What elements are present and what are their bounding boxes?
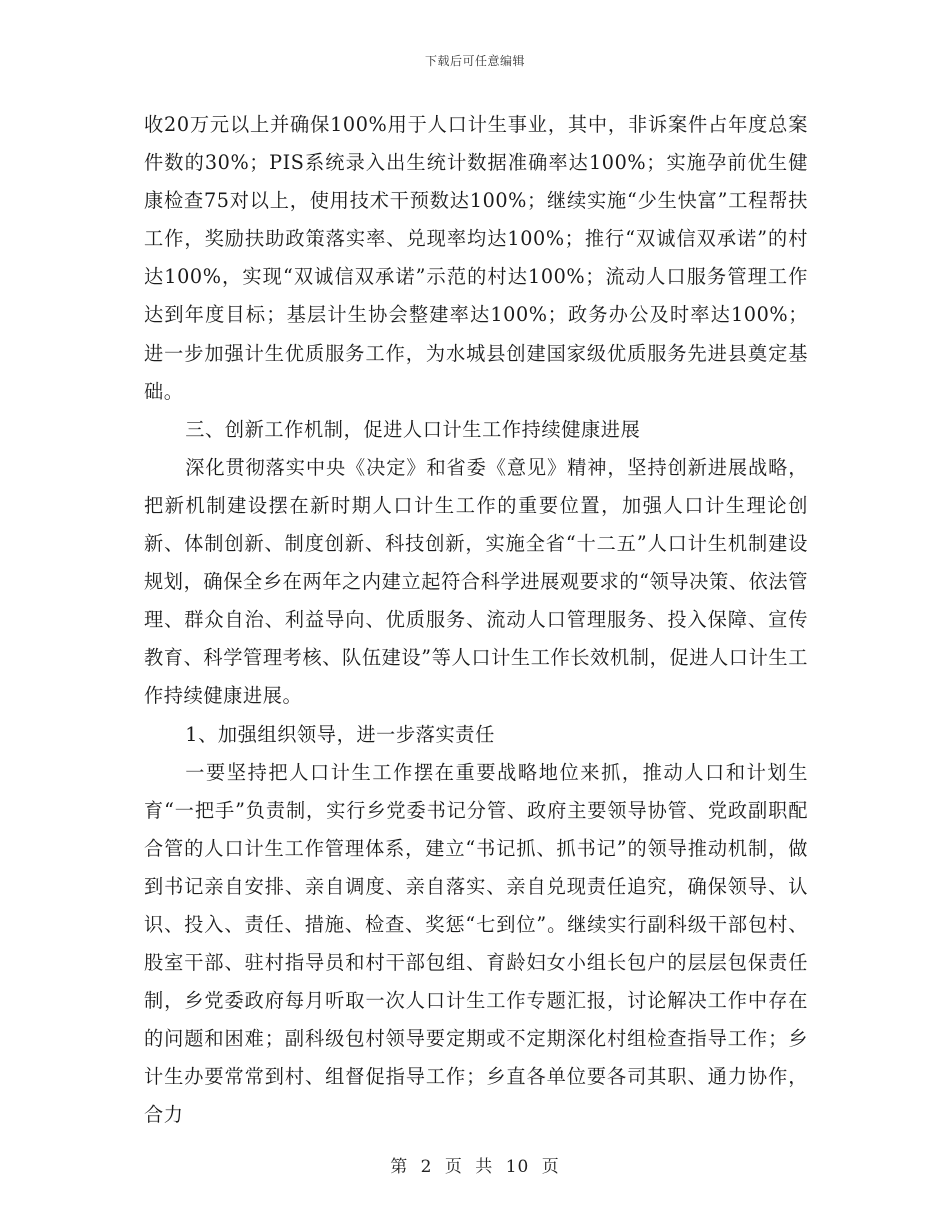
paragraph-targets: 收20万元以上并确保100%用于人口计生事业，其中，非诉案件占年度总案件数的30%；PIS系统录入出生统计数据准确率达100%；实施孕前优生健康检查75对以上，使用技术干预数达100%；继续实施“少生快富”工程帮扶工作，奖励扶助政策落实率、兑现率均达100%；推行“双诚信双承诺”的村达100%，实现“双诚信双承诺”示范的村达100%；流动人口服务管理工作达到年度目标；基层计生协会整建率达100%；政务办公及时率达100%；进一步加强计生优质服务工作，为水城县创建国家级优质服务先进县奠定基础。 [144,113,808,403]
section-heading-3: 三、创新工作机制，促进人口计生工作持续健康进展 [185,417,641,441]
subheading-1: 1、加强组织领导，进一步落实责任 [185,722,495,746]
page-header-note: 下载后可任意编辑 [424,54,525,68]
page-number: 第 2 页 共 10 页 [390,1157,560,1177]
paragraph-leadership: 一要坚持把人口计生工作摆在重要战略地位来抓，推动人口和计划生育“一把手”负责制，实行乡党委书记分管、政府主要领导协管、党政副职配合管的人口计生工作管理体系，建立“书记抓、抓书记”的领导推动机制，做到书记亲自安排、亲自调度、亲自落实、亲自兑现责任追究，确保领导、认识、投入、责任、措施、检查、奖惩“七到位”。继续实行副科级干部包村、股室干部、驻村指导员和村干部包组、育龄妇女小组长包户的层层包保责任制，乡党委政府每月听取一次人口计生工作专题汇报，讨论解决工作中存在的问题和困难；副科级包村领导要定期或不定期深化村组检查指导工作；乡计生办要常常到村、组督促指导工作；乡直各单位要各司其职、通力协作，合力 [144,760,808,1127]
paragraph-mechanism: 深化贯彻落实中央《决定》和省委《意见》精神，坚持创新进展战略，把新机制建设摆在新时期人口计生工作的重要位置，加强人口计生理论创新、体制创新、制度创新、科技创新，实施全省“十二五”人口计生机制建设规划，确保全乡在两年之内建立起符合科学进展观要求的“领导决策、依法管理、群众自治、利益导向、优质服务、流动人口管理服务、投入保障、宣传教育、科学管理考核、队伍建设”等人口计生工作长效机制，促进人口计生工作持续健康进展。 [144,455,808,708]
document-body [144,106,808,1135]
